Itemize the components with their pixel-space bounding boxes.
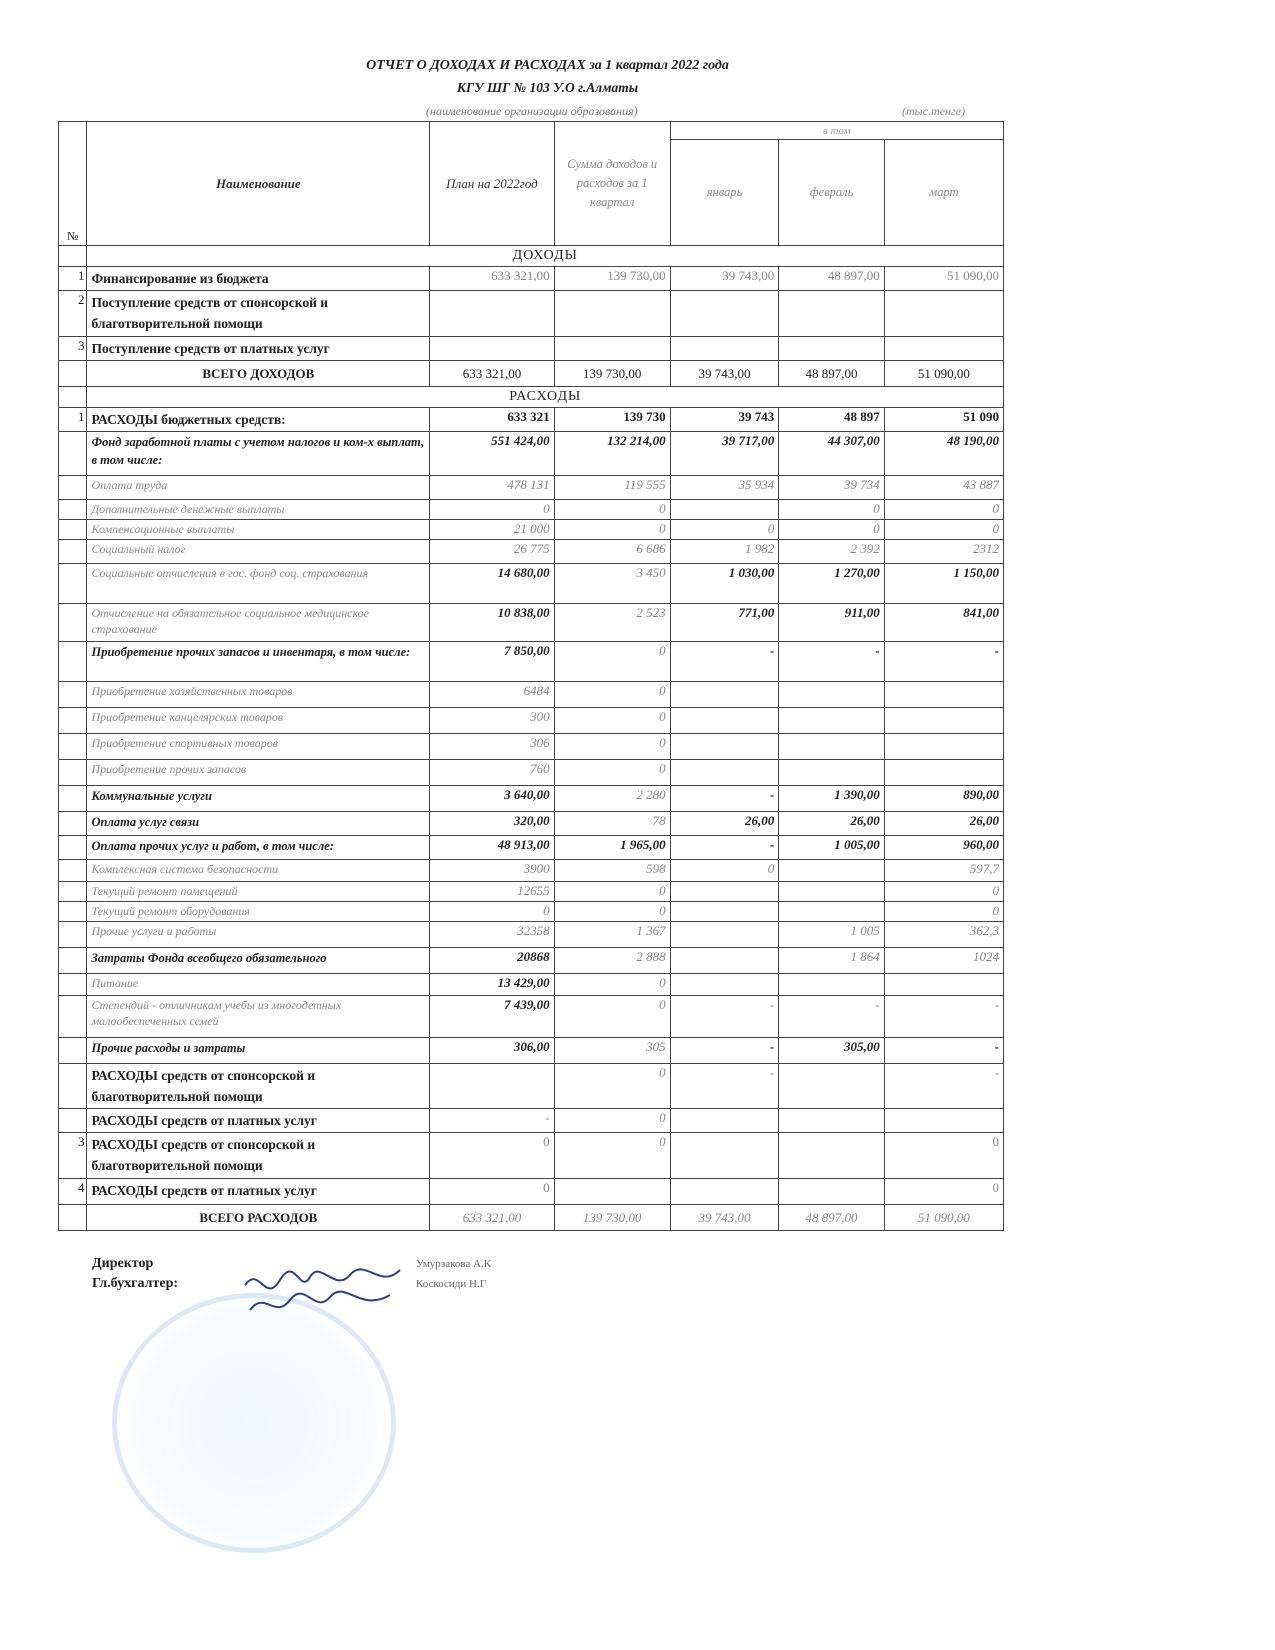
row-value-feb	[779, 902, 884, 922]
table-row	[59, 1038, 1004, 1064]
row-value-feb: 0	[779, 500, 884, 520]
total-value-feb: 48 897,00	[779, 1205, 884, 1231]
row-value-plan: 0	[430, 1133, 554, 1179]
row-value-sum: 0	[554, 708, 670, 734]
total-row	[59, 1205, 1004, 1231]
row-value-mar: 597,7	[884, 860, 1003, 882]
table-row	[59, 786, 1004, 812]
row-name: Социальные отчисления в гос. фонд соц. страхования	[87, 564, 430, 604]
row-value-plan: 0	[430, 1179, 554, 1205]
row-value-plan: 760	[430, 760, 554, 786]
row-value-sum	[554, 1179, 670, 1205]
row-value-mar: 43 887	[884, 476, 1003, 500]
table-row	[59, 1109, 1004, 1133]
row-value-plan: 306	[430, 734, 554, 760]
table-row	[59, 432, 1004, 476]
row-value-mar	[884, 682, 1003, 708]
total-value-mar: 51 090,00	[884, 361, 1003, 387]
empty-cell	[59, 1205, 87, 1231]
row-value-sum: 0	[554, 996, 670, 1038]
row-value-plan: 7 439,00	[430, 996, 554, 1038]
row-value-feb: 1 005	[779, 922, 884, 948]
row-name: Оплата прочих услуг и работ, в том числе:	[87, 836, 430, 860]
empty-cell	[59, 387, 87, 408]
row-value-mar: 0	[884, 1133, 1003, 1179]
row-name: Поступление средств от платных услуг	[87, 337, 430, 361]
row-value-plan: -	[430, 1109, 554, 1133]
row-value-mar: 0	[884, 902, 1003, 922]
row-name: Приобретение прочих запасов и инвентаря, в том числе:	[87, 642, 430, 682]
row-value-sum: 78	[554, 812, 670, 836]
row-value-sum: 2 523	[554, 604, 670, 642]
row-value-mar	[884, 734, 1003, 760]
row-value-jan: 0	[670, 860, 779, 882]
row-value-feb: 1 390,00	[779, 786, 884, 812]
row-number	[59, 812, 87, 836]
row-name: Оплата услуг связи	[87, 812, 430, 836]
row-value-sum: 0	[554, 1064, 670, 1109]
row-value-jan: 0	[670, 520, 779, 540]
row-number	[59, 860, 87, 882]
row-value-plan: 633 321	[430, 408, 554, 432]
section-header-expenses: РАСХОДЫ	[87, 387, 1004, 408]
row-value-jan	[670, 708, 779, 734]
row-value-jan	[670, 337, 779, 361]
table-row	[59, 267, 1004, 291]
col-incl-header: в том	[670, 122, 1003, 140]
row-value-plan	[430, 337, 554, 361]
total-row	[59, 361, 1004, 387]
table-row	[59, 734, 1004, 760]
row-value-mar	[884, 291, 1003, 337]
row-value-sum: 6 686	[554, 540, 670, 564]
row-value-plan: 10 838,00	[430, 604, 554, 642]
row-value-jan: 26,00	[670, 812, 779, 836]
row-value-sum: 0	[554, 734, 670, 760]
row-value-plan: 21 000	[430, 520, 554, 540]
table-row	[59, 604, 1004, 642]
row-name: Затраты Фонда всеобщего обязательного	[87, 948, 430, 974]
row-name: Поступление средств от спонсорской и благотворительной помощи	[87, 291, 430, 337]
row-value-feb: 48 897,00	[779, 267, 884, 291]
total-value-sum: 139 730,00	[554, 361, 670, 387]
row-value-jan: 39 743,00	[670, 267, 779, 291]
table-row	[59, 1133, 1004, 1179]
row-name: Приобретение канцелярских товаров	[87, 708, 430, 734]
row-value-plan: 0	[430, 500, 554, 520]
row-value-mar: 0	[884, 500, 1003, 520]
row-value-feb: 48 897	[779, 408, 884, 432]
row-value-sum: 139 730	[554, 408, 670, 432]
row-value-mar: 26,00	[884, 812, 1003, 836]
row-name: Комплексная система безопасности	[87, 860, 430, 882]
row-value-feb	[779, 882, 884, 902]
col-plan-header: План на 2022год	[430, 122, 554, 246]
total-label: ВСЕГО РАСХОДОВ	[87, 1205, 430, 1231]
row-value-sum: 0	[554, 500, 670, 520]
row-value-plan	[430, 291, 554, 337]
row-value-jan: -	[670, 996, 779, 1038]
row-value-jan	[670, 1109, 779, 1133]
row-value-plan: 26 775	[430, 540, 554, 564]
row-number	[59, 682, 87, 708]
total-value-mar: 51 090,00	[884, 1205, 1003, 1231]
row-value-mar: 0	[884, 1179, 1003, 1205]
empty-cell	[59, 246, 87, 267]
row-number	[59, 882, 87, 902]
row-value-mar: 48 190,00	[884, 432, 1003, 476]
table-row	[59, 642, 1004, 682]
row-value-sum: 0	[554, 760, 670, 786]
row-name: РАСХОДЫ средств от спонсорской и благотворительной помощи	[87, 1064, 430, 1109]
row-value-plan: 13 429,00	[430, 974, 554, 996]
row-value-sum: 0	[554, 882, 670, 902]
table-row	[59, 836, 1004, 860]
row-value-sum: 3 450	[554, 564, 670, 604]
row-value-plan: 551 424,00	[430, 432, 554, 476]
row-value-jan	[670, 1179, 779, 1205]
row-value-mar: 2312	[884, 540, 1003, 564]
row-name: Отчисление на обязательное социальное медицинское страхование	[87, 604, 430, 642]
row-value-sum: 139 730,00	[554, 267, 670, 291]
row-value-feb: 1 864	[779, 948, 884, 974]
row-value-feb	[779, 734, 884, 760]
row-name: Приобретение спортивных товаров	[87, 734, 430, 760]
row-value-feb: 0	[779, 520, 884, 540]
table-row	[59, 682, 1004, 708]
section-row	[59, 387, 1004, 408]
report-table	[58, 121, 1004, 1231]
row-value-mar: 1024	[884, 948, 1003, 974]
table-row	[59, 291, 1004, 337]
col-jan-header: январь	[670, 140, 779, 246]
director-name: Умурзакова А.К	[416, 1258, 492, 1270]
row-value-sum	[554, 291, 670, 337]
row-value-feb: 39 734	[779, 476, 884, 500]
row-value-feb: 1 005,00	[779, 836, 884, 860]
row-value-sum: 0	[554, 1133, 670, 1179]
total-value-plan: 633 321,00	[430, 361, 554, 387]
table-row	[59, 760, 1004, 786]
row-number: 2	[59, 291, 87, 337]
table-row	[59, 812, 1004, 836]
director-label: Директор	[92, 1256, 154, 1271]
row-value-plan: 0	[430, 902, 554, 922]
row-name: Степендий - отличникам учебы из многодетных малообеспеченных семей	[87, 996, 430, 1038]
row-number	[59, 500, 87, 520]
table-row	[59, 564, 1004, 604]
row-value-plan: 6484	[430, 682, 554, 708]
section-header-income: ДОХОДЫ	[87, 246, 1004, 267]
row-number	[59, 1109, 87, 1133]
row-value-jan	[670, 882, 779, 902]
handwritten-signature	[240, 1265, 410, 1325]
row-value-mar: -	[884, 1038, 1003, 1064]
row-value-jan	[670, 1133, 779, 1179]
row-name: РАСХОДЫ бюджетных средств:	[87, 408, 430, 432]
row-value-mar	[884, 708, 1003, 734]
row-value-plan: 320,00	[430, 812, 554, 836]
organization-caption: (наименование организации образования)	[426, 104, 638, 118]
row-value-mar: 0	[884, 882, 1003, 902]
row-value-plan: 3 640,00	[430, 786, 554, 812]
row-number	[59, 1064, 87, 1109]
row-value-feb	[779, 1179, 884, 1205]
table-row	[59, 882, 1004, 902]
row-value-feb: 44 307,00	[779, 432, 884, 476]
row-value-jan: -	[670, 786, 779, 812]
total-value-feb: 48 897,00	[779, 361, 884, 387]
row-value-mar: -	[884, 996, 1003, 1038]
row-value-sum: 1 965,00	[554, 836, 670, 860]
row-value-feb	[779, 708, 884, 734]
row-name: Социальный налог	[87, 540, 430, 564]
row-number	[59, 432, 87, 476]
row-value-sum	[554, 337, 670, 361]
row-value-mar: 0	[884, 520, 1003, 540]
table-row	[59, 922, 1004, 948]
units-caption: (тыс.тенге)	[902, 104, 966, 118]
row-value-mar: 960,00	[884, 836, 1003, 860]
row-number: 1	[59, 267, 87, 291]
row-value-jan: -	[670, 642, 779, 682]
row-number: 3	[59, 1133, 87, 1179]
row-number	[59, 760, 87, 786]
row-value-jan: 1 030,00	[670, 564, 779, 604]
row-name: РАСХОДЫ средств от платных услуг	[87, 1109, 430, 1133]
row-number	[59, 786, 87, 812]
row-name: Текущий ремонт помещений	[87, 882, 430, 902]
table-row	[59, 948, 1004, 974]
row-value-jan: -	[670, 1064, 779, 1109]
row-number	[59, 836, 87, 860]
row-name: Прочие расходы и затраты	[87, 1038, 430, 1064]
row-value-feb: 1 270,00	[779, 564, 884, 604]
row-name: Прочие услуги и работы	[87, 922, 430, 948]
table-row	[59, 500, 1004, 520]
total-value-jan: 39 743,00	[670, 361, 779, 387]
row-value-mar	[884, 337, 1003, 361]
row-value-sum: 305	[554, 1038, 670, 1064]
col-sum-header: Сумма доходов и расходов за 1 квартал	[554, 122, 670, 246]
row-value-sum: 598	[554, 860, 670, 882]
row-name: Дополнительные денежные выплаты	[87, 500, 430, 520]
table-row	[59, 860, 1004, 882]
row-value-mar	[884, 760, 1003, 786]
row-value-feb: 305,00	[779, 1038, 884, 1064]
row-value-plan: 478 131	[430, 476, 554, 500]
row-name: Финансирование из бюджета	[87, 267, 430, 291]
col-mar-header: март	[884, 140, 1003, 246]
row-value-plan: 3900	[430, 860, 554, 882]
row-value-jan: 771,00	[670, 604, 779, 642]
row-value-mar: 362,3	[884, 922, 1003, 948]
table-row	[59, 476, 1004, 500]
row-name: Приобретение хозяйственных товаров	[87, 682, 430, 708]
row-value-mar: -	[884, 642, 1003, 682]
row-value-sum: 132 214,00	[554, 432, 670, 476]
row-value-mar: 890,00	[884, 786, 1003, 812]
col-name-header: Наименование	[87, 122, 430, 246]
row-number	[59, 996, 87, 1038]
row-value-plan	[430, 1064, 554, 1109]
row-value-jan	[670, 291, 779, 337]
row-value-jan: 1 982	[670, 540, 779, 564]
row-value-feb	[779, 860, 884, 882]
row-value-jan	[670, 734, 779, 760]
row-value-feb	[779, 291, 884, 337]
row-number: 1	[59, 408, 87, 432]
total-value-sum: 139 730,00	[554, 1205, 670, 1231]
row-value-sum: 2 888	[554, 948, 670, 974]
row-value-feb	[779, 682, 884, 708]
row-number	[59, 476, 87, 500]
row-value-jan	[670, 682, 779, 708]
row-name: Питание	[87, 974, 430, 996]
table-row	[59, 1179, 1004, 1205]
row-value-jan	[670, 974, 779, 996]
row-name: Приобретение прочих запасов	[87, 760, 430, 786]
accountant-label: Гл.бухгалтер:	[92, 1276, 179, 1291]
row-value-mar: 51 090,00	[884, 267, 1003, 291]
row-number: 4	[59, 1179, 87, 1205]
table-row	[59, 708, 1004, 734]
empty-cell	[59, 361, 87, 387]
row-name: Оплата труда	[87, 476, 430, 500]
row-number	[59, 708, 87, 734]
table-row	[59, 902, 1004, 922]
col-feb-header: февраль	[779, 140, 884, 246]
row-value-feb: 26,00	[779, 812, 884, 836]
row-value-sum: 1 367	[554, 922, 670, 948]
row-value-sum: 0	[554, 1109, 670, 1133]
row-value-mar: 841,00	[884, 604, 1003, 642]
row-value-plan: 633 321,00	[430, 267, 554, 291]
row-value-jan: 39 743	[670, 408, 779, 432]
total-value-plan: 633 321,00	[430, 1205, 554, 1231]
row-value-sum: 0	[554, 902, 670, 922]
row-value-sum: 0	[554, 682, 670, 708]
row-value-feb	[779, 974, 884, 996]
row-value-sum: 2 280	[554, 786, 670, 812]
row-value-feb: -	[779, 996, 884, 1038]
section-row	[59, 246, 1004, 267]
row-value-jan: -	[670, 1038, 779, 1064]
row-value-sum: 0	[554, 520, 670, 540]
row-value-feb	[779, 337, 884, 361]
table-row	[59, 540, 1004, 564]
official-stamp	[112, 1293, 396, 1553]
row-value-sum: 0	[554, 974, 670, 996]
row-value-mar: -	[884, 1064, 1003, 1109]
row-value-jan	[670, 902, 779, 922]
row-value-feb	[779, 1064, 884, 1109]
row-number	[59, 902, 87, 922]
row-value-feb	[779, 1109, 884, 1133]
row-value-mar: 1 150,00	[884, 564, 1003, 604]
organization-name: КГУ ШГ № 103 У.О г.Алматы	[456, 80, 639, 95]
accountant-name: Коскосиди Н.Г	[416, 1278, 487, 1290]
row-value-jan	[670, 922, 779, 948]
row-name: Компенсационные выплаты	[87, 520, 430, 540]
total-label: ВСЕГО ДОХОДОВ	[87, 361, 430, 387]
row-name: РАСХОДЫ средств от спонсорской и благотворительной помощи	[87, 1133, 430, 1179]
row-value-jan	[670, 948, 779, 974]
row-value-sum: 0	[554, 642, 670, 682]
row-value-feb: 2 392	[779, 540, 884, 564]
row-value-plan: 306,00	[430, 1038, 554, 1064]
row-number	[59, 564, 87, 604]
report-title: ОТЧЕТ О ДОХОДАХ И РАСХОДАХ за 1 квартал 2022 года	[366, 58, 729, 73]
row-value-plan: 14 680,00	[430, 564, 554, 604]
table-row	[59, 520, 1004, 540]
table-row	[59, 337, 1004, 361]
col-number-header: №	[59, 122, 87, 246]
table-row	[59, 1064, 1004, 1109]
row-number	[59, 948, 87, 974]
row-number	[59, 922, 87, 948]
row-value-feb	[779, 1133, 884, 1179]
table-row	[59, 408, 1004, 432]
row-number: 3	[59, 337, 87, 361]
row-value-feb	[779, 760, 884, 786]
row-name: Текущий ремонт оборудования	[87, 902, 430, 922]
row-value-plan: 7 850,00	[430, 642, 554, 682]
row-value-mar	[884, 974, 1003, 996]
row-value-jan: 35 934	[670, 476, 779, 500]
row-value-feb: -	[779, 642, 884, 682]
row-value-plan: 32358	[430, 922, 554, 948]
row-value-plan: 48 913,00	[430, 836, 554, 860]
row-name: РАСХОДЫ средств от платных услуг	[87, 1179, 430, 1205]
row-value-feb: 911,00	[779, 604, 884, 642]
row-value-plan: 20868	[430, 948, 554, 974]
row-value-plan: 300	[430, 708, 554, 734]
row-number	[59, 1038, 87, 1064]
row-value-jan	[670, 760, 779, 786]
row-name: Фонд заработной платы с учетом налогов и ком-х выплат, в том числе:	[87, 432, 430, 476]
row-value-jan: -	[670, 836, 779, 860]
row-value-mar: 51 090	[884, 408, 1003, 432]
row-value-mar	[884, 1109, 1003, 1133]
row-number	[59, 540, 87, 564]
row-value-plan: 12655	[430, 882, 554, 902]
row-number	[59, 734, 87, 760]
row-number	[59, 520, 87, 540]
table-row	[59, 996, 1004, 1038]
row-value-sum: 119 555	[554, 476, 670, 500]
row-number	[59, 974, 87, 996]
total-value-jan: 39 743,00	[670, 1205, 779, 1231]
row-value-jan	[670, 500, 779, 520]
row-number	[59, 642, 87, 682]
row-value-jan: 39 717,00	[670, 432, 779, 476]
table-row	[59, 974, 1004, 996]
row-name: Коммунальные услуги	[87, 786, 430, 812]
row-number	[59, 604, 87, 642]
